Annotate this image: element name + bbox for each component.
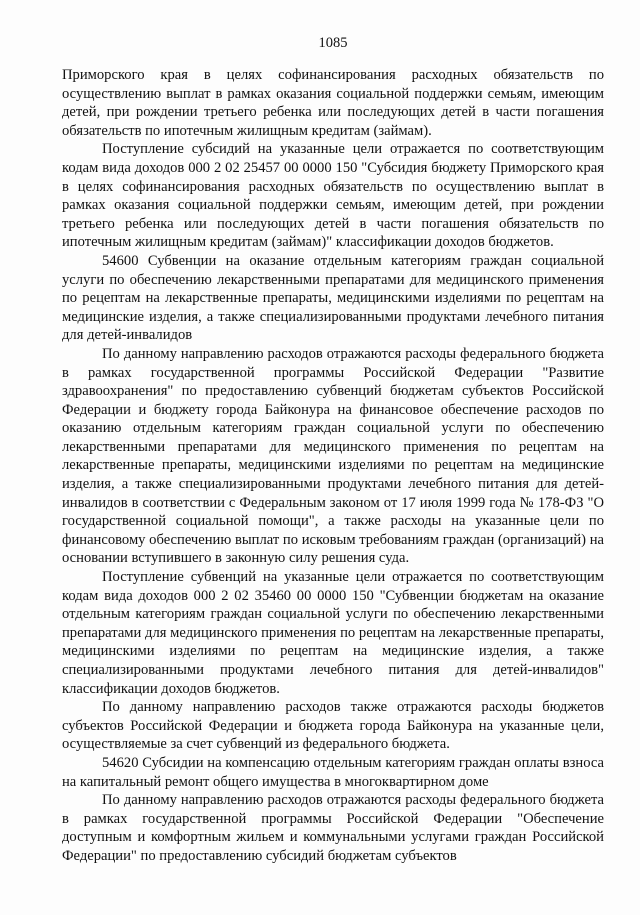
paragraph-revenue-25457: Поступление субсидий на указанные цели отражается по соответствующим кодам вида доходов 000 2 02 25457 00 0000 150 "Субсидия бюджету Приморского края в целях софинансирования расходных обязательств по осуществлению выплат в рамках оказания социальной поддержки семьям, имеющим детей, при рождении третьего ребенка или последующих детей в части погашения обязательств по ипотечным жилищным кредитам (займам)" классификации доходов бюджетов. bbox=[62, 141, 604, 251]
page-number: 1085 bbox=[318, 35, 348, 51]
paragraph-continuation: Приморского края в целях софинансирования расходных обязательств по осуществлению выплат в рамках оказания социальной поддержки семьям, имеющим детей, при рождении третьего ребенка или последующих детей в части погашения обязательств по ипотечным жилищным кредитам (займам). bbox=[62, 67, 604, 139]
paragraph-heading-54600: 54600 Субвенции на оказание отдельным категориям граждан социальной услуги по обеспечению лекарственными препаратами для медицинского применения по рецептам на лекарственные препараты, медицинскими изделиями по рецептам на медицинские изделия, а также специализированными продуктами лечебного питания для детей-инвалидов bbox=[62, 252, 604, 344]
paragraph-heading-54620: 54620 Субсидии на компенсацию отдельным категориям граждан оплаты взноса на капитальный ремонт общего имущества в многоквартирном доме bbox=[62, 754, 604, 790]
paragraph-expenses-54620: По данному направлению расходов отражаются расходы федерального бюджета в рамках государственной программы Российской Федерации "Обеспечение доступным и комфортным жильем и коммунальными услугами граждан Российской Федерации" по предоставлению субсидий бюджетам субъектов bbox=[62, 792, 604, 864]
paragraph-revenue-35460: Поступление субвенций на указанные цели отражается по соответствующим кодам вида доходов 000 2 02 35460 00 0000 150 "Субвенции бюджетам на оказание отдельным категориям граждан социальной услуги по обеспечению лекарственными препаратами для медицинского применения по рецептам на лекарственные препараты, медицинскими изделиями по рецептам на медицинские изделия, а также специализированными продуктами лечебного питания для детей-инвалидов" классификации доходов бюджетов. bbox=[62, 569, 604, 697]
paragraph-regional-expenses: По данному направлению расходов также отражаются расходы бюджетов субъектов Российской Федерации и бюджета города Байконура на указанные цели, осуществляемые за счет субвенций из федерального бюджета. bbox=[62, 699, 604, 753]
paragraph-expenses-54600: По данному направлению расходов отражаются расходы федерального бюджета в рамках государственной программы Российской Федерации "Развитие здравоохранения" по предоставлению субвенций бюджетам субъектов Российской Федерации и бюджету города Байконура на финансовое обеспечение расходов по оказанию отдельным категориям граждан социальной услуги по обеспечению лекарственными препаратами для медицинского применения по рецептам на лекарственные препараты, медицинскими изделиями по рецептам на медицинские изделия, а также специализированными продуктами лечебного питания для детей-инвалидов в соответствии с Федеральным законом от 17 июля 1999 года № 178-ФЗ "О государственной социальной помощи", а также расходы на указанные цели по финансовому обеспечению выплат по исковым требованиям граждан (организаций) на основании вступившего в законную силу решения суда. bbox=[62, 345, 604, 567]
